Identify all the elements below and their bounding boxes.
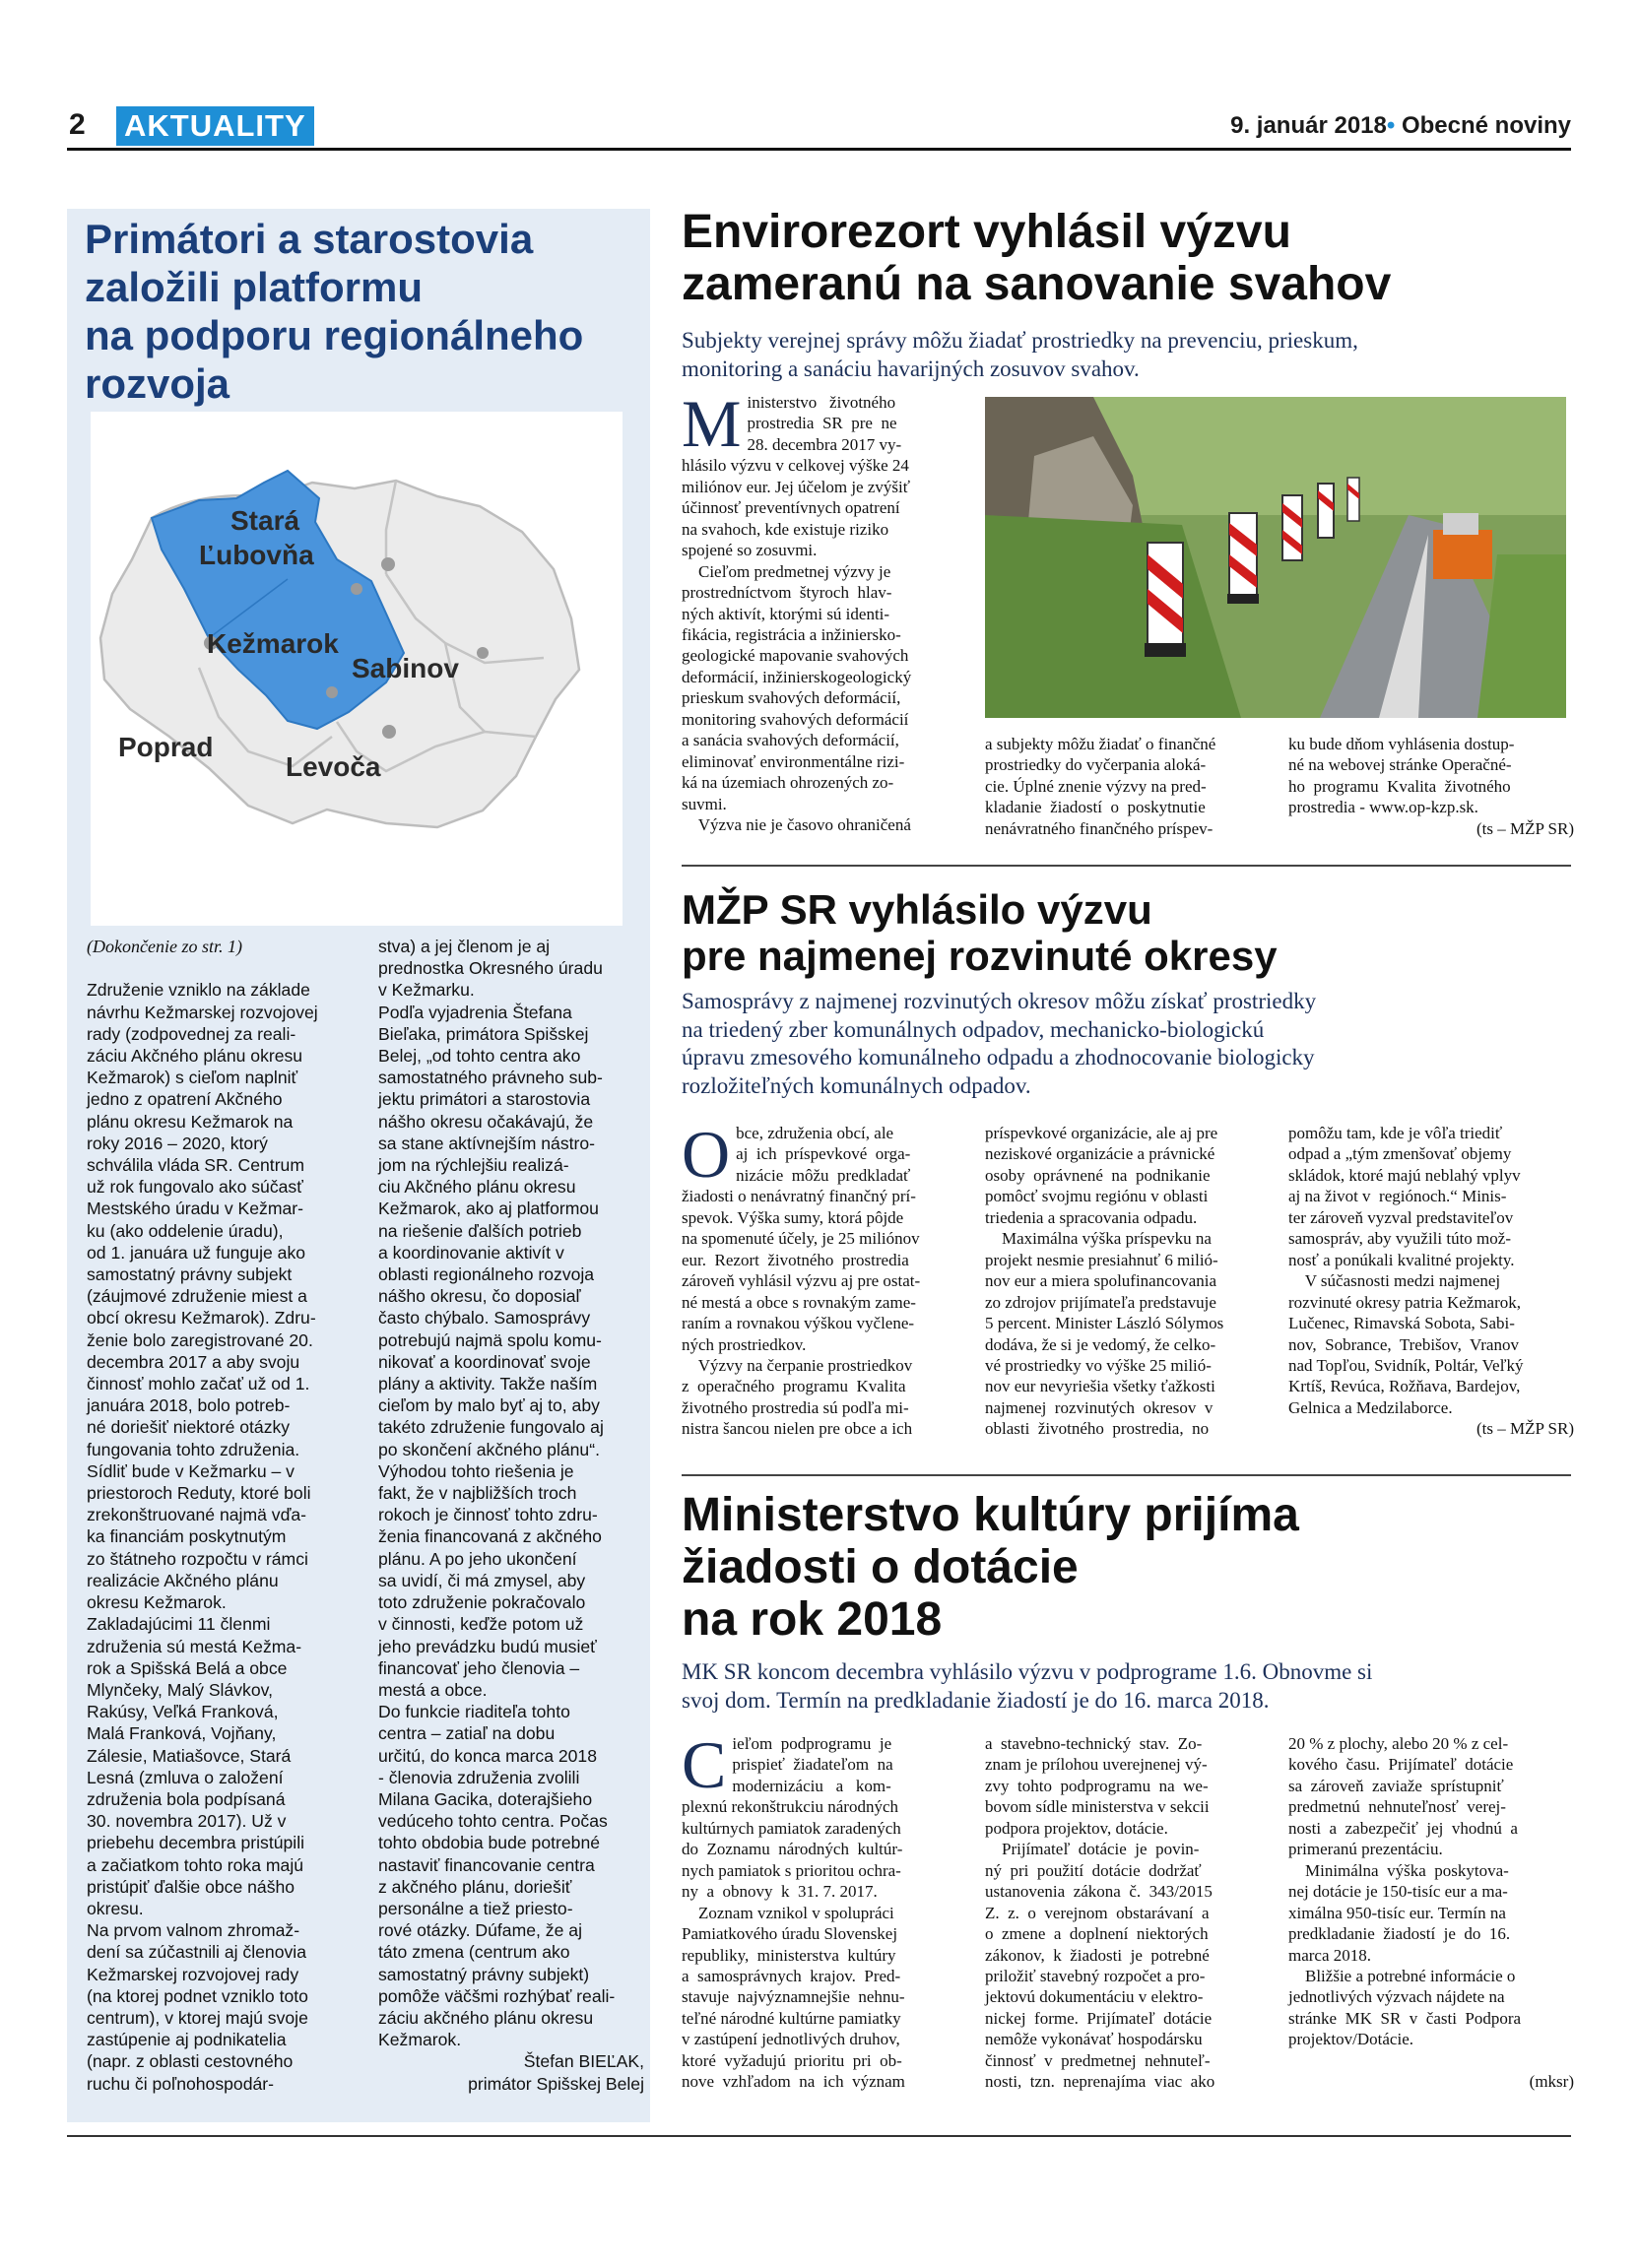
article3-intro: ieľom podprogramu je prispieť žiadateľom na modernizáciu a kom- — [732, 1734, 893, 1795]
publication-name: Obecné noviny — [1401, 112, 1571, 139]
left-article-column-1 — [87, 936, 353, 2095]
article3-signature: (mksr) — [1529, 2072, 1574, 2092]
article2-headline: MŽP SR vyhlásilo výzvu pre najmenej rozvinuté okresy — [682, 886, 1278, 980]
region-map-graphic — [91, 412, 623, 926]
article3-text-1: plexnú rekonštrukciu národných kultúrnych pamiatok zaradených do Zoznamu národných kultúr- nych pamiatok s prioritou ochra- ny a obnovy k 31. 7. 2017. Zoznam vznikol v spolupráci Pamiatkového úradu Slovenskej republiky, ministerstva kultúry a samosprávnych krajov. Pred- stavuje najvýznamnejšie nehnu- teľné národné kultúrne pamiatky v zastúpení jednotlivých druhov, ktoré vyžadujú prioritu pri ob- nove vzhľadom na ich význam — [682, 1797, 905, 2092]
article3-column-1 — [682, 1727, 972, 2093]
article2-signature: (ts – MŽP SR) — [1476, 1419, 1574, 1439]
article2-text-2: príspevkové organizácie, ale aj pre neziskové organizácie a právnické osoby oprávnené na podnikanie pomôcť svojmu regiónu v oblasti triedenia a spracovania odpadu. Maximálna výška príspevku na projekt nesmie presiahnuť 6 milió- nov eur a miera spolufinancovania zo zdrojov prijímateľa predstavuje 5 percent. Minister László Sólymos dodáva, že si je vedomý, že celko- vé prostriedky vo výške 25 milió- nov eur nevyriešia všetky ťažkosti najmenej rozvinutých okresov v oblasti životného prostredia, no — [985, 1124, 1224, 1439]
article1-column-2 — [985, 734, 1276, 839]
roadside-landslide-photo — [985, 397, 1566, 718]
article1-lead: Subjekty verejnej správy môžu žiadať prostriedky na prevenciu, prieskum, monitoring a sanáciu havarijných zosuvov svahov. — [682, 328, 1358, 381]
article1-intro: inisterstvo životného prostredia SR pre ne 28. decembra 2017 vy- — [747, 393, 902, 454]
left-article-text-1: Združenie vzniklo na základe návrhu Kežmarskej rozvojovej rady (zodpovednej za reali- záciu Akčného plánu okresu Kežmarok) s cieľom naplniť jedno z opatrení Akčného plánu okresu Kežmarok na roky 2016 – 2020, ktorý schválila vláda SR. Centrum už rok fungovalo ako súčasť Mestského úradu v Kežmar- ku (ako oddelenie úradu), od 1. januára už funguje ako samostatný právny subjekt (záujmové združenie miest a obcí okresu Kežmarok). Zdru- ženie bolo zaregistrované 20. decembra 2017 a aby svoju činnosť mohlo začať už od 1. januára 2018, bolo potreb- né doriešiť niektoré otázky fungovania tohto združenia. Sídliť bude v Kežmarku – v priestoroch Reduty, ktoré boli zrekonštruované najmä vďa- ka financiám poskytnutým zo štátneho rozpočtu v rámci realizácie Akčného plánu okresu Kežmarok. Zakladajúcimi 11 členmi združenia sú mestá Kežma- rok a Spišská Belá a obce Mlynčeky, Malý Slávkov, Rakúsy, Veľká Franková, Malá Franková, Vojňany, Zálesie, Matiašovce, Stará Lesná (zmluva o založení združenia bola podpísaná 30. novembra 2017). Už v priebehu decembra pristúpili a začiatkom tohto roka majú pristúpiť ďalšie obce nášho okresu. Na prvom valnom zhromaž- dení sa zúčastnili aj členovia Kežmarskej rozvojovej rady (na ktorej podnet vzniklo toto centrum), v ktorej majú svoje zastúpenie aj podnikatelia (napr. z oblasti cestovného ruchu či poľnohospodár- — [87, 980, 318, 2094]
article1-dropcap: M — [682, 386, 742, 461]
article2-intro: bce, združenia obcí, ale aj ich príspevkové orga- nizácie môžu predkladať — [736, 1124, 911, 1185]
continuation-note: (Dokončenie zo str. 1) — [87, 937, 242, 956]
separator-dot: • — [1386, 112, 1396, 139]
article1-text-1: hlásilo výzvu v celkovej výške 24 miliónov eur. Jej účelom je zvýšiť účinnosť preventívnych opatrení na svahoch, kde existuje riziko spojené so zosuvmi. Cieľom predmetnej výzvy je prostredníctvom štyroch hlav- ných aktivít, ktorými sú identi- fikácia, registrácia a inžiniersko- geologické mapovanie svahových deformácií, inžinierskogeologický prieskum svahových deformácií, monitoring svahových deformácií a sanácia svahových deformácií, eliminovať environmentálne rizi- ká na územiach ohrozených zo- suvmi. Výzva nie je časovo ohraničená — [682, 456, 912, 835]
map-label-levoca: Levoča — [286, 751, 381, 782]
article3-lead: MK SR koncom decembra vyhlásilo výzvu v podprograme 1.6. Obnovme si svoj dom. Termín na predkladanie žiadostí je do 16. marca 2018. — [682, 1659, 1373, 1713]
article1-text-2: a subjekty môžu žiadať o finančné prostriedky do vyčerpania aloká- cie. Úplné znenie výzvy na pred- kladanie žiadostí o poskytnutie nenávratného finančného príspev- — [985, 735, 1216, 838]
map-label-stara-lubovna: Stará Ľubovňa — [199, 505, 314, 570]
article-divider — [682, 865, 1571, 867]
article2-text-3: pomôžu tam, kde je vôľa triediť odpad a „tým zmenšovať objemy skládok, ktoré majú neblahý vplyv aj na život v regiónoch.“ Minis- ter zároveň vyzval predstaviteľov samospráv, aby využili túto mož- nosť a ponúkali kvalitné projekty. V súčasnosti medzi najmenej rozvinuté okresy patria Kežmarok, Lučenec, Rimavská Sobota, Sabi- nov, Sobrance, Trebišov, Vranov nad Topľou, Svidník, Poltár, Veľký Krtíš, Revúca, Rožňava, Bardejov, Gelnica a Medzilaborce. — [1288, 1124, 1524, 1417]
article3-text-2: a stavebno-technický stav. Zo- znam je prílohou uverejnenej vý- zvy tohto podprogramu na we- bovom sídle ministerstva v sekcii podpora projektov, dotácie. Prijímateľ dotácie je povin- ný pri použití dotácie dodržať ustanovenia zákona č. 343/2015 Z. z. o verejnom obstarávaní a o zmene a doplnení niektorých zákonov, k žiadosti je potrebné priložiť stavebný rozpočet a pro- jektovú dokumentáciu v elektro- nickej forme. Prijímateľ dotácie nemôže vykonávať hospodársku činnosť v predmetnej nehnuteľ- nosti, tzn. neprenajíma viac ako — [985, 1734, 1215, 2092]
map-label-sabinov: Sabinov — [352, 653, 459, 683]
date-line — [1230, 112, 1571, 140]
article2-text-1: žiadosti o nenávratný finančný prí- spevok. Výška sumy, ktorá pôjde na spomenuté účely, je 25 miliónov eur. Rezort životného prostredia zároveň vyhlásil výzvu aj pre ostat- né mestá a obce s rovnakým zame- raním a rovnakou výškou vyčlene- ných prostriedkov. Výzvy na čerpanie prostriedkov z operačného programu Kvalita životného prostredia sú podľa mi- nistra šancou nielen pre obce a ich — [682, 1187, 921, 1439]
left-article-signature: Štefan BIEĽAK, primátor Spišskej Belej — [468, 2051, 644, 2094]
issue-date: 9. január 2018 — [1230, 112, 1387, 139]
article1-text-3: ku bude dňom vyhlásenia dostup- né na webovej stránke Operačné- ho programu Kvalita životného prostredia - www.op-kzp.sk. — [1288, 735, 1515, 817]
left-article-column-2 — [378, 936, 644, 2095]
map-label-poprad: Poprad — [118, 732, 214, 762]
article1-column-1 — [682, 386, 965, 836]
left-article-text-2: stva) a jej členom je aj prednostka Okresného úradu v Kežmarku. Podľa vyjadrenia Štefana Bieľaka, primátora Spišskej Belej, „od tohto centra ako samostatného právneho sub- jektu primátori a starostovia nášho okresu očakávajú, že sa stane aktívnejším nástro- jom na rýchlejšiu realizá- ciu Akčného plánu okresu Kežmarok, ako aj platformou na riešenie ďalších potrieb a koordinovanie aktivít v oblasti regionálneho rozvoja nášho okresu, čo doposiaľ často chýbalo. Samosprávy potrebujú najmä spolu komu- nikovať a koordinovať svoje plány a aktivity. Takže naším cieľom by malo byť aj to, aby takéto združenie fungovalo aj po skončení akčného plánu“. Výhodou tohto riešenia je fakt, že v najbližších troch rokoch je činnosť tohto zdru- ženia financovaná z akčného plánu. A po jeho ukončení sa uvidí, či má zmysel, aby toto združenie pokračovalo v činnosti, keďže potom už jeho prevádzku budú musieť financovať jeho členovia – mestá a obce. Do funkcie riaditeľa tohto centra – zatiaľ na dobu určitú, do konca marca 2018 - členovia združenia zvolili Milana Gacika, doterajšieho vedúceho tohto centra. Počas tohto obdobia bude potrebné nastaviť financovanie centra z akčného plánu, doriešiť personálne a tiež priesto- rové otázky. Dúfame, že aj táto zmena (centrum ako samostatný právny subjekt) pomôže väčšmi rozhýbať reali- záciu akčného plánu okresu Kežmarok. — [378, 937, 616, 2050]
map-label-kezmarok: Kežmarok — [207, 628, 339, 659]
article-divider — [682, 1474, 1571, 1476]
article3-text-3: 20 % z plochy, alebo 20 % z cel- kového času. Prijímateľ dotácie sa zároveň zaviaže sprístupniť predmetnú nehnuteľnosť verej- nosti a zabezpečiť jej vhodnú a primeranú prezentáciu. Minimálna výška poskytova- nej dotácie je 150-tisíc eur a ma- ximálna 950-tisíc eur. Termín na predkladanie žiadostí je do 16. marca 2018. Bližšie a potrebné informácie o jednotlivých výzvach nájdete na stránke MK SR v časti Podpora projektov/Dotácie. — [1288, 1734, 1522, 2049]
article2-column-2 — [985, 1123, 1276, 1440]
article1-signature: (ts – MŽP SR) — [1476, 818, 1574, 838]
article1-headline: Envirorezort vyhlásil výzvu zameranú na sanovanie svahov — [682, 206, 1392, 310]
article2-lead: Samosprávy z najmenej rozvinutých okresov môžu získať prostriedky na triedený zber komunálnych odpadov, mechanicko-biologickú úpravu zmesového komunálneho odpadu a zhodnocovanie biologicky rozložiteľných komunálnych odpadov. — [682, 989, 1317, 1098]
article2-column-3 — [1288, 1123, 1574, 1440]
article3-dropcap: C — [682, 1727, 727, 1802]
footer-rule — [67, 2135, 1571, 2137]
article2-dropcap: O — [682, 1117, 731, 1192]
article1-photo — [985, 397, 1566, 718]
article2-column-1 — [682, 1117, 972, 1440]
section-label: AKTUALITY — [116, 106, 314, 146]
article3-headline: Ministerstvo kultúry prijíma žiadosti o dotácie na rok 2018 — [682, 1489, 1299, 1646]
page-number: 2 — [69, 108, 86, 141]
article1-column-3 — [1288, 734, 1574, 839]
article3-column-3 — [1288, 1733, 1574, 2093]
left-article-headline: Primátori a starostovia založili platformu na podporu regionálneho rozvoja — [85, 216, 584, 408]
header-rule — [67, 148, 1571, 151]
region-map — [91, 412, 623, 926]
article3-column-2 — [985, 1733, 1276, 2093]
